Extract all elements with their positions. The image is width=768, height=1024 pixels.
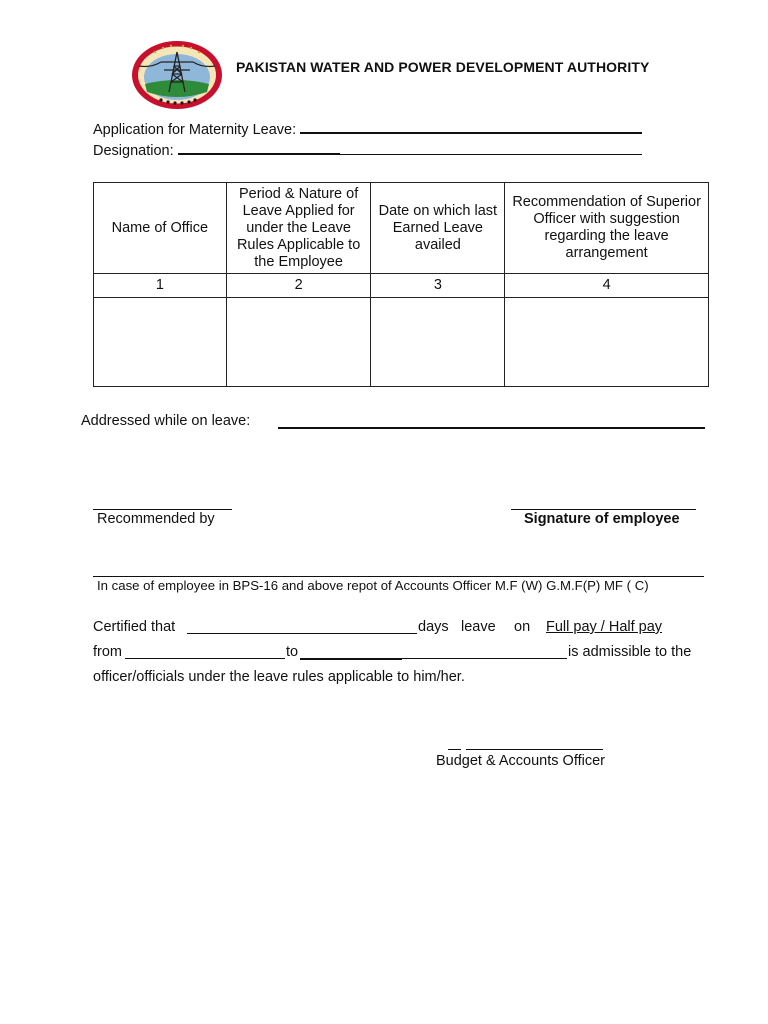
days-label: days [418, 619, 449, 635]
recommendation-cell[interactable] [505, 298, 709, 387]
column-header: Date on which last Earned Leave availed [371, 183, 505, 274]
employee-signature-label: Signature of employee [524, 511, 680, 527]
budget-officer-label: Budget & Accounts Officer [436, 753, 605, 769]
column-header: Name of Office [94, 183, 227, 274]
admissible-text: is admissible to the [568, 644, 692, 660]
employee-signature-line[interactable] [511, 509, 696, 510]
organization-title: PAKISTAN WATER AND POWER DEVELOPMENT AUTHORITY [236, 59, 650, 75]
wapda-tower-emblem-icon [131, 40, 223, 110]
recommended-by-label: Recommended by [97, 511, 215, 527]
table-number-row [94, 274, 709, 298]
certified-line-label: Certified that [93, 619, 176, 635]
budget-signature-line[interactable] [466, 749, 603, 750]
designation-field[interactable] [340, 142, 642, 155]
leave-word: leave [461, 619, 496, 635]
office-name-cell[interactable] [94, 298, 227, 387]
from-label: from [93, 644, 122, 660]
table-entry-row [94, 298, 709, 387]
column-number: 2 [226, 274, 371, 298]
column-number: 3 [371, 274, 505, 298]
budget-signature-line-short [448, 749, 461, 750]
column-number: 1 [94, 274, 227, 298]
address-label: Addressed while on leave: [81, 413, 251, 429]
certified-name-field[interactable] [187, 621, 417, 634]
from-date-field[interactable] [125, 646, 285, 659]
application-field[interactable] [300, 120, 642, 134]
designation-field-bold[interactable] [178, 141, 340, 155]
officer-rules-text: officer/officials under the leave rules applicable to him/her. [93, 669, 465, 685]
organization-logo [131, 40, 223, 110]
pay-type-option[interactable]: Full pay / Half pay [546, 619, 663, 635]
column-number: 4 [505, 274, 709, 298]
application-label: Application for Maternity Leave: [93, 122, 297, 138]
leave-details-table [93, 182, 709, 387]
table-header-row [94, 183, 709, 274]
recommended-by-line[interactable] [93, 509, 232, 510]
column-header: Recommendation of Superior Officer with suggestion regarding the leave arrangement [505, 183, 709, 274]
address-field[interactable] [278, 414, 705, 429]
note-rule [93, 576, 704, 577]
address-row [81, 413, 250, 429]
to-date-field[interactable] [402, 646, 567, 659]
accounts-note: In case of employee in BPS-16 and above repot of Accounts Officer M.F (W) G.M.F(P) MF ( C) [97, 578, 649, 593]
designation-label: Designation: [93, 143, 174, 159]
on-word: on [514, 619, 531, 635]
last-leave-date-cell[interactable] [371, 298, 505, 387]
application-row [93, 120, 642, 138]
leave-period-cell[interactable] [226, 298, 371, 387]
to-label: to [286, 644, 299, 660]
to-date-field-bold[interactable] [300, 646, 402, 660]
column-header: Period & Nature of Leave Applied for under the Leave Rules Applicable to the Employee [226, 183, 371, 274]
designation-row [93, 141, 642, 159]
